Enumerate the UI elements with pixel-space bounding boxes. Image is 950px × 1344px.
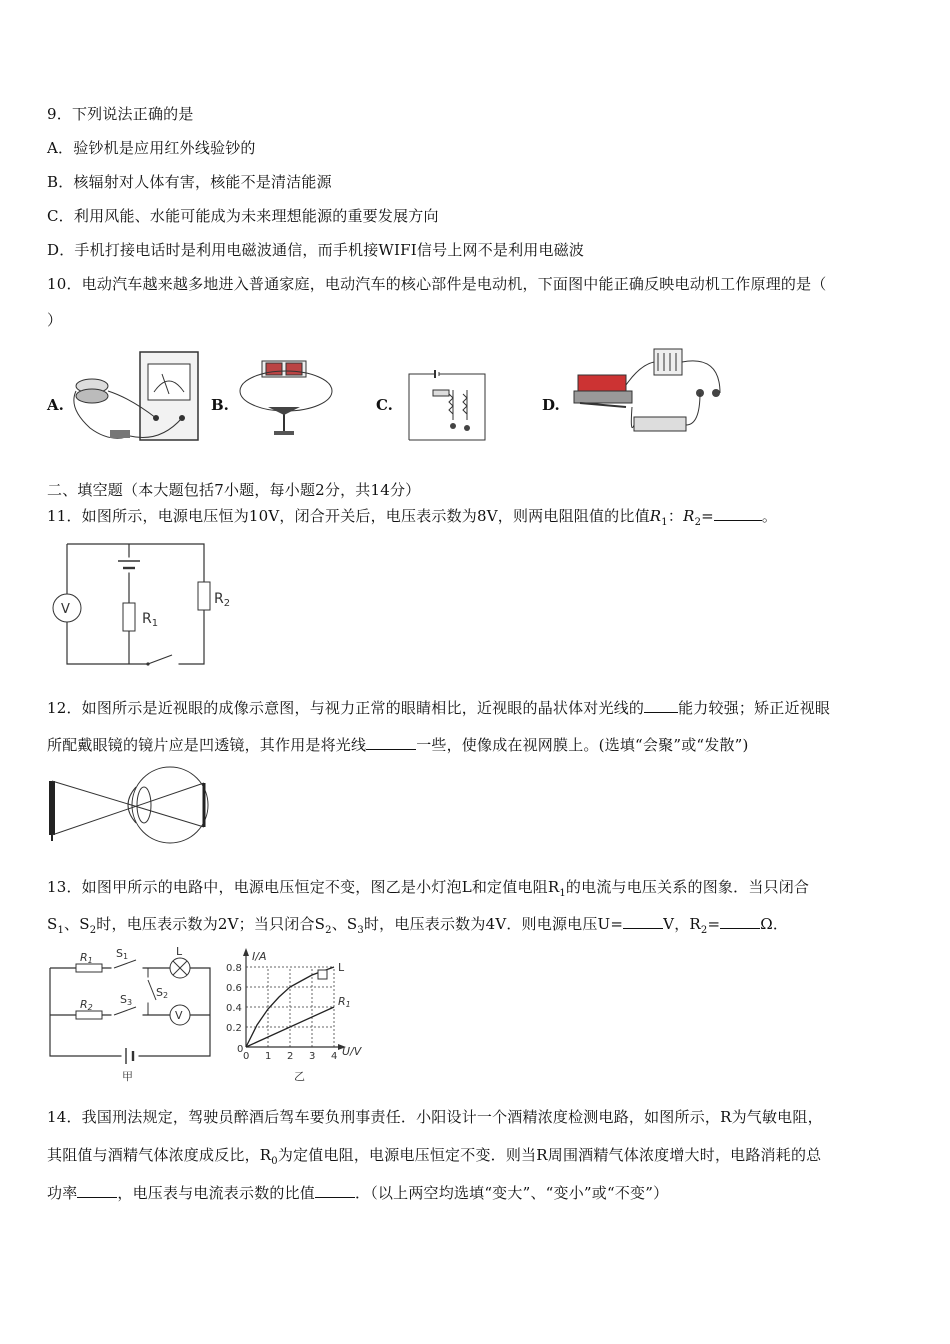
q13-r2-label: R2	[80, 998, 93, 1012]
q14-line-2	[47, 1144, 821, 1167]
q13-x-tick-3: 3	[309, 1051, 316, 1062]
q13-l2-f: V，R	[663, 915, 701, 933]
q13-y-tick-0: 0.2	[226, 1023, 242, 1034]
q12-line-2-b: 一些，使像成在视网膜上。(选填“会聚”或“发散”)	[416, 736, 749, 754]
q11-r1-sub: 1	[661, 517, 668, 528]
q10-fig-b-label: B.	[211, 396, 229, 414]
q14-line-3-a: 功率	[47, 1184, 78, 1202]
q13-x-tick-0: 0	[243, 1051, 250, 1062]
q12-line-1-a: 12．如图所示是近视眼的成像示意图，与视力正常的眼睛相比，近视眼的晶状体对光线的	[47, 699, 645, 717]
q13-l2-e: 时，电压表示数为4V．则电源电压U=	[363, 915, 624, 933]
q13-y-tick-3: 0.8	[226, 963, 242, 974]
q13-l2-s2: 2	[89, 925, 97, 936]
q10-fig-a-label: A.	[47, 396, 64, 414]
q11-text: 11．如图所示，电源电压恒为10V，闭合开关后，电压表示数为8V，则两电阻阻值的比值	[47, 507, 650, 525]
q13-line-1-sub: 1	[559, 888, 566, 899]
q13-l2-s3: 2	[325, 925, 332, 936]
q13-s1-label: S1	[116, 947, 129, 961]
q13-lamp-label: L	[176, 945, 183, 958]
q9-option-a: A．验钞机是应用红外线验钞的	[47, 139, 256, 157]
q12-line-2-a: 所配戴眼镜的镜片应是凹透镜，其作用是将光线	[47, 736, 367, 754]
q13-s2-label: S2	[156, 986, 169, 1000]
q14-line-3-c: ．（以上两空均选填“变大”、“变小”或“不变”）	[355, 1184, 669, 1202]
q13-circuit-caption: 甲	[122, 1070, 133, 1083]
q9-stem: 9．下列说法正确的是	[47, 105, 194, 123]
section-2-title: 二、填空题（本大题包括7小题，每小题2分，共14分）	[47, 481, 421, 499]
q13-l2-c: 时，电压表示数为2V；当只闭合S	[96, 915, 326, 933]
q11-equals: =	[701, 507, 714, 525]
q13-x-tick-2: 2	[287, 1051, 294, 1062]
q13-r1-label: R1	[80, 951, 93, 965]
q13-x-tick-4: 4	[331, 1051, 338, 1062]
q13-graph-caption: 乙	[294, 1070, 305, 1083]
q13-s3-label: S3	[120, 993, 133, 1007]
q13-voltmeter-label: V	[175, 1009, 183, 1022]
q13-y-tick-1: 0.4	[226, 1003, 242, 1014]
q13-series-label-1: R1	[338, 995, 351, 1009]
q13-l2-a: S	[47, 915, 58, 933]
q13-origin-label: 0	[237, 1044, 244, 1055]
q14-line-2-sub: 0	[271, 1156, 278, 1167]
q13-l2-s4: 3	[357, 925, 364, 936]
q13-graph-xlabel: U/V	[342, 1045, 362, 1058]
q11-end: 。	[761, 507, 778, 525]
q11-colon: ：	[667, 507, 684, 525]
q10-stem: 10．电动汽车越来越多地进入普通家庭，电动汽车的核心部件是电动机，下面图中能正确反映电动机工作原理的是（	[47, 275, 827, 293]
q9-option-b: B．核辐射对人体有害，核能不是清洁能源	[47, 173, 332, 191]
q11-voltmeter-label: V	[61, 602, 70, 617]
q14-line-1: 14．我国刑法规定，驾驶员醉酒后驾车要负刑事责任．小阳设计一个酒精浓度检测电路，如图所示，R为气敏电阻，	[47, 1108, 823, 1126]
q14-line-2-a: 其阻值与酒精气体浓度成反比，R	[47, 1146, 272, 1164]
q13-graph-marker-box	[318, 970, 327, 979]
q10-fig-d-label: D.	[542, 396, 560, 414]
q13-series-label-0: L	[338, 961, 345, 974]
q9-option-d: D．手机打接电话时是利用电磁波通信，而手机接WIFI信号上网不是利用电磁波	[47, 241, 585, 259]
q14-line-2-b: 为定值电阻，电源电压恒定不变．则当R周围酒精气体浓度增大时，电路消耗的总	[277, 1146, 822, 1164]
q13-l2-s5: 2	[700, 925, 708, 936]
q14-line-3-b: ，电压表与电流表示数的比值	[117, 1184, 316, 1202]
q13-l2-g: =	[707, 915, 721, 933]
q10-fig-c-label: C.	[376, 396, 393, 414]
q11-r1: R	[649, 507, 662, 525]
q13-l2-d: 、S	[331, 915, 358, 933]
q11-r1-label: $R_1$	[142, 611, 159, 629]
q14-line-3	[47, 1182, 668, 1203]
q9-option-c: C．利用风能、水能可能成为未来理想能源的重要发展方向	[47, 207, 439, 225]
q11-r2-sub: 2	[694, 517, 702, 528]
q13-graph-ylabel: I/A	[252, 950, 267, 963]
q10-stem-end: ）	[47, 311, 63, 329]
q13-l2-b: 、S	[64, 915, 90, 933]
q13-graph-y-arrow	[243, 948, 249, 956]
q13-l2-h: Ω．	[760, 915, 789, 933]
q13-line-1-a: 13．如图甲所示的电路中，电源电压恒定不变，图乙是小灯泡L和定值电阻R	[47, 878, 560, 896]
q11-r2-label: $R_2$	[214, 591, 231, 609]
q14-blank-power[interactable]	[77, 1185, 117, 1198]
q11-r2: R	[683, 507, 695, 525]
q14-blank-ratio[interactable]	[315, 1185, 355, 1198]
q12-line-1-b: 能力较强；矫正近视眼	[678, 699, 831, 717]
q13-l2-s1: 1	[57, 925, 65, 936]
q13-x-tick-1: 1	[265, 1051, 272, 1062]
q13-y-tick-2: 0.6	[226, 983, 242, 994]
q13-line-1-b: 的电流与电压关系的图象．当只闭合	[565, 878, 810, 896]
